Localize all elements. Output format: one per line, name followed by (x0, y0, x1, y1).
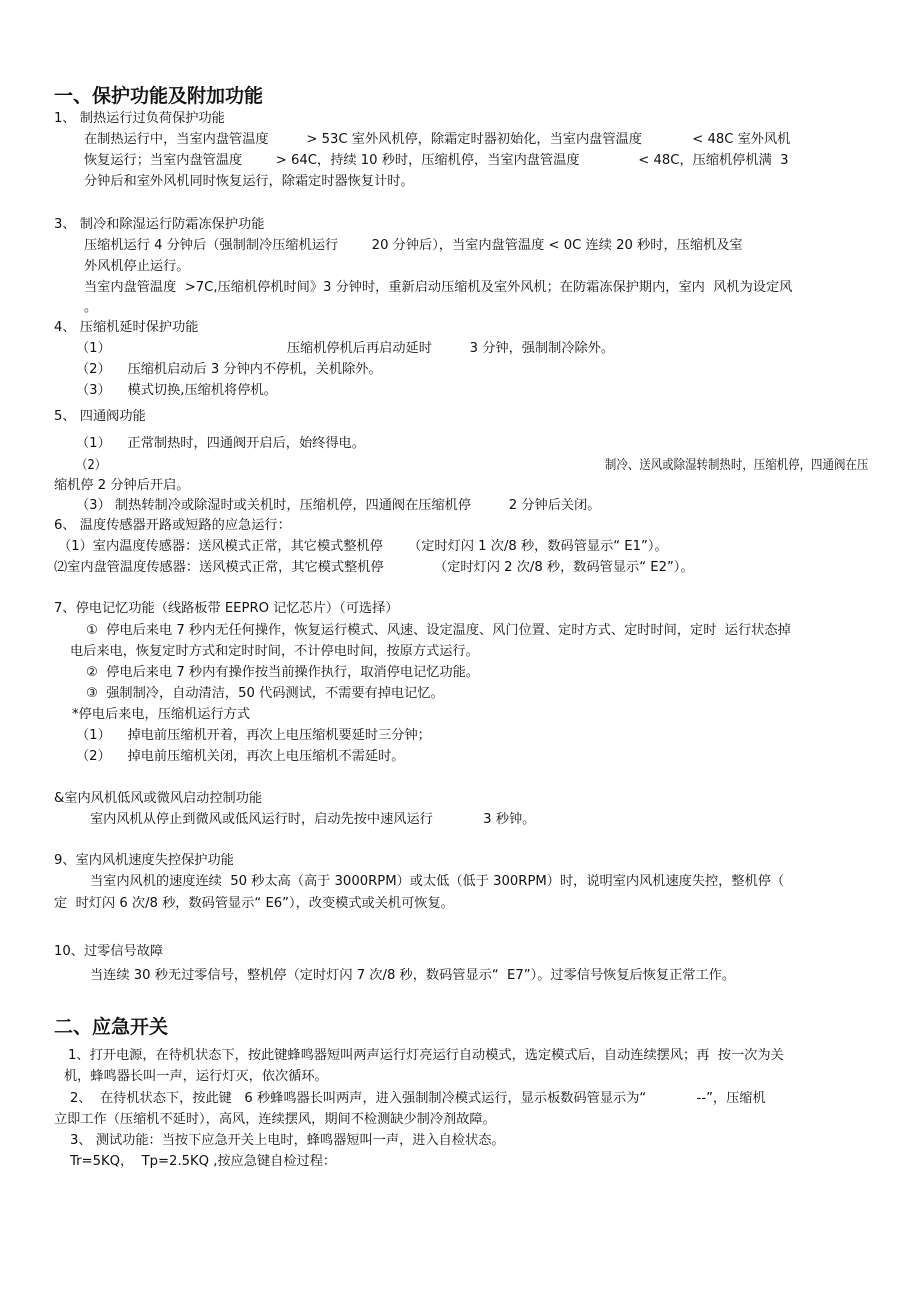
subheading-7: 7、停电记忆功能（线路板带 EEPRO 记忆芯片）（可选择） (54, 601, 399, 616)
section-heading-emergency-switch: 二、应急开关 (54, 1016, 169, 1038)
text-line: 室内风机从停止到微风或低风运行时，启动先按中速风运行 3 秒钟。 (90, 812, 536, 827)
text-line: （1） 掉电前压缩机开着，再次上电压缩机要延时三分钟； (76, 728, 431, 743)
text-line: 在制热运行中，当室内盘管温度 > 53C 室外风机停，除霜定时器初始化，当室内盘管温度 < 48C 室外风机 (84, 132, 791, 147)
text-line: ② 停电后来电 7 秒内有操作按当前操作执行，取消停电记忆功能。 (86, 665, 480, 680)
text-line: 恢复运行；当室内盘管温度 > 64C，持续 10 秒时，压缩机停，当室内盘管温度 < 48C，压缩机停机满 3 (84, 153, 789, 168)
text-line: ③ 强制制冷，自动清洁，50 代码测试，不需要有掉电记忆。 (86, 686, 444, 701)
subheading-10: 10、过零信号故障 (54, 944, 164, 959)
subheading-1: 1、 制热运行过负荷保护功能 (54, 111, 225, 126)
text-line: ⑵室内盘管温度传感器：送风模式正常，其它模式整机停 （定时灯闪 2 次/8 秒，数码管显示“ E2”）。 (54, 560, 694, 575)
subheading-5: 5、 四通阀功能 (54, 409, 146, 424)
subheading-3: 3、 制冷和除湿运行防霜冻保护功能 (54, 217, 265, 232)
text-line: （2） 压缩机启动后 3 分钟内不停机，关机除外。 (76, 362, 382, 377)
text-line: （3） 制热转制冷或除湿时或关机时，压缩机停，四通阀在压缩机停 2 分钟后关闭。 (76, 498, 601, 513)
text-line: （2） 掉电前压缩机关闭，再次上电压缩机不需延时。 (76, 749, 405, 764)
text-line: 1、打开电源，在待机状态下，按此键蜂鸣器短叫两声运行灯亮运行自动模式，选定模式后，自动连续摆风；再 按一次为关 (68, 1048, 784, 1063)
text-line: （1） 压缩机停机后再启动延时 3 分钟，强制制冷除外。 (76, 341, 615, 356)
subheading-8: &室内风机低风或微风启动控制功能 (54, 791, 263, 806)
text-line: 当室内风机的速度连续 50 秒太高（高于 3000RPM）或太低（低于 300RPM）时，说明室内风机速度失控，整机停（ (90, 874, 785, 889)
text-line: Tr=5KQ， Tp=2.5KQ ,按应急键自检过程： (70, 1154, 337, 1169)
text-line: （2） 制冷、送风或除湿转制热时，压缩机停，四通阀在压 (76, 458, 869, 473)
subheading-4: 4、 压缩机延时保护功能 (54, 320, 199, 335)
text-line: 2、 在待机状态下，按此键 6 秒蜂鸣器长叫两声，进入强制制冷模式运行，显示板数码管显示为“ --”，压缩机 (70, 1091, 766, 1106)
text-line: 当连续 30 秒无过零信号，整机停（定时灯闪 7 次/8 秒，数码管显示“ E7”）。过零信号恢复后恢复正常工作。 (90, 968, 736, 983)
text-line: 立即工作（压缩机不延时），高风，连续摆风，期间不检测缺少制冷剂故障。 (54, 1112, 496, 1127)
text-line: （3） 模式切换,压缩机将停机。 (76, 383, 277, 398)
text-line: 缩机停 2 分钟后开启。 (54, 478, 190, 493)
subheading-6: 6、 温度传感器开路或短路的应急运行： (54, 518, 291, 533)
text-line: ① 停电后来电 7 秒内无任何操作，恢复运行模式、风速、设定温度、风门位置、定时方式、定时时间，定时 运行状态掉 (86, 623, 791, 638)
text-line: 。 (84, 300, 98, 315)
text-line: 定 时灯闪 6 次/8 秒，数码管显示“ E6”），改变模式或关机可恢复。 (54, 896, 454, 911)
text-line: 机，蜂鸣器长叫一声，运行灯灭，依次循环。 (64, 1069, 328, 1084)
text-line: 压缩机运行 4 分钟后（强制制冷压缩机运行 20 分钟后），当室内盘管温度 < 0C 连续 20 秒时，压缩机及室 (84, 238, 743, 253)
text-line: 3、 测试功能：当按下应急开关上电时，蜂鸣器短叫一声，进入自检状态。 (70, 1133, 505, 1148)
text-line: （1） 正常制热时，四通阀开启后，始终得电。 (76, 436, 365, 451)
text-line: 电后来电，恢复定时方式和定时时间，不计停电时间，按原方式运行。 (70, 644, 479, 659)
text-line: *停电后来电，压缩机运行方式 (72, 707, 251, 722)
text-line: （1）室内温度传感器：送风模式正常，其它模式整机停 （定时灯闪 1 次/8 秒，数码管显示“ E1”）。 (58, 539, 668, 554)
section-heading-protection: 一、保护功能及附加功能 (54, 85, 264, 107)
text-line: 分钟后和室外风机同时恢复运行，除霜定时器恢复计时。 (84, 174, 414, 189)
subheading-9: 9、室内风机速度失控保护功能 (54, 853, 234, 868)
text-line: 外风机停止运行。 (84, 259, 190, 274)
text-line: 当室内盘管温度 >7C,压缩机停机时间》3 分钟时，重新启动压缩机及室外风机；在防霜冻保护期内，室内 风机为设定风 (84, 280, 793, 295)
